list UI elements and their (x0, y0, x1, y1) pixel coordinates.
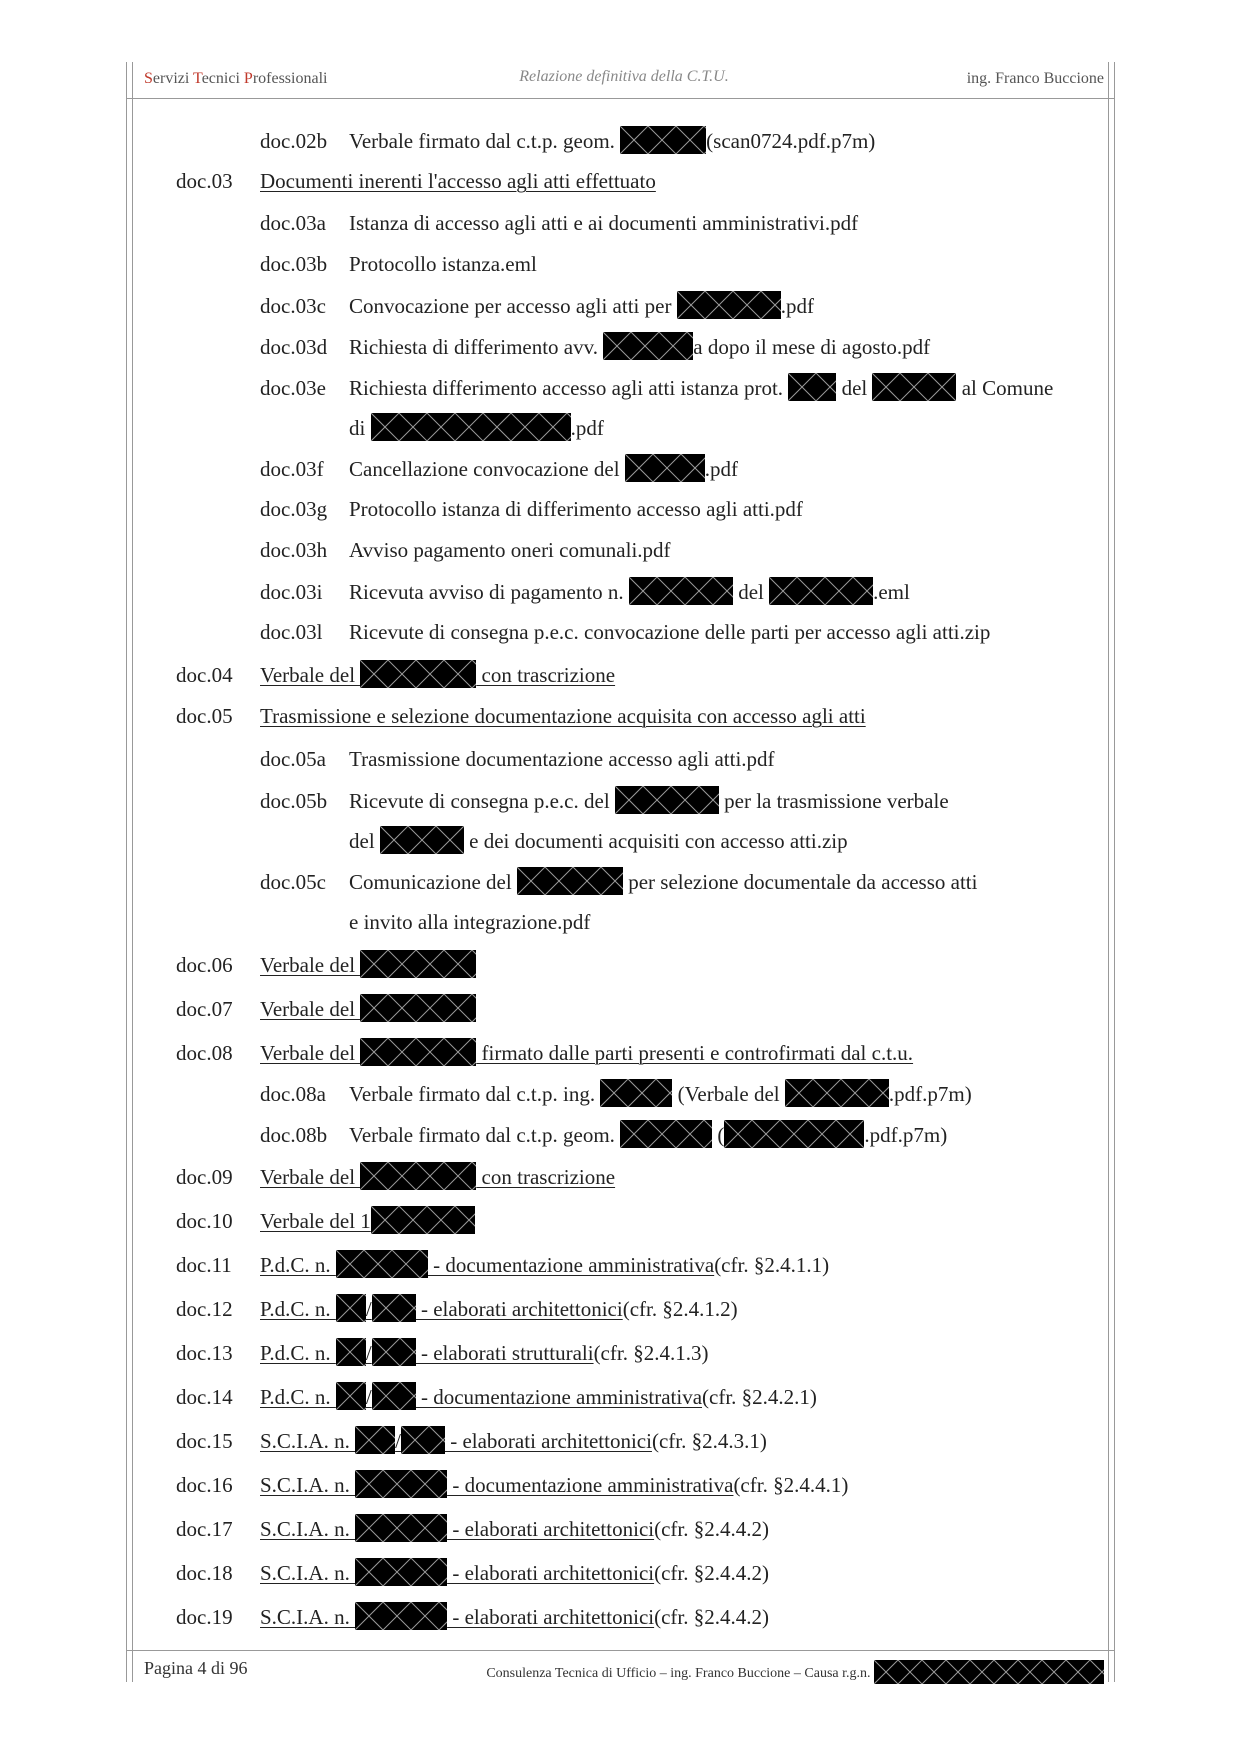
list-item (176, 1602, 769, 1631)
list-item (260, 250, 537, 278)
doc-title: con trascrizione (476, 1165, 616, 1189)
doc-title: firmato dalle parti presenti e controfirmati dal c.t.u. (476, 1041, 914, 1065)
doc-text: Verbale firmato dal c.t.p. ing. (349, 1082, 601, 1106)
doc-title: / (395, 1429, 401, 1453)
doc-title: - elaborati strutturali (415, 1341, 594, 1365)
doc-code: doc.03f (260, 457, 324, 481)
section-reference: (cfr. §2.4.2.1) (702, 1385, 817, 1409)
doc-code: doc.07 (176, 997, 233, 1021)
list-item (176, 1470, 848, 1499)
doc-code: doc.09 (176, 1165, 233, 1189)
header-initial-p: P (243, 70, 253, 87)
doc-code: doc.03h (260, 538, 328, 562)
header-word-servizi: ervizi (152, 70, 194, 87)
doc-title: - documentazione amministrativa (447, 1473, 734, 1497)
doc-title: Verbale del (260, 663, 361, 687)
doc-text: Convocazione per accesso agli atti per (349, 294, 677, 318)
list-item (260, 1120, 947, 1149)
footer-case-info (486, 1660, 1104, 1684)
doc-title: - elaborati architettonici (444, 1429, 652, 1453)
doc-title: - documentazione amministrativa (427, 1253, 715, 1277)
doc-text: Verbale firmato dal c.t.p. geom. (349, 129, 621, 153)
doc-text: ( (712, 1123, 725, 1147)
doc-title: Trasmissione e selezione documentazione acquisita con accesso agli atti (260, 704, 866, 728)
doc-title: S.C.I.A. n. (260, 1517, 356, 1541)
doc-title: Verbale del (260, 997, 361, 1021)
doc-title: Verbale del (260, 1041, 361, 1065)
doc-text: Trasmissione documentazione accesso agli atti.pdf (349, 747, 775, 771)
doc-code: doc.03c (260, 294, 326, 318)
doc-title: P.d.C. n. (260, 1297, 336, 1321)
section-reference: (cfr. §2.4.4.2) (654, 1561, 769, 1585)
doc-text: (Verbale del (672, 1082, 785, 1106)
doc-code: doc.13 (176, 1341, 233, 1365)
doc-title: Verbale del (260, 953, 361, 977)
list-item (176, 1382, 817, 1411)
footer-divider (126, 1650, 1114, 1651)
redaction-block (372, 1338, 416, 1366)
doc-text: .eml (873, 580, 910, 604)
left-border (126, 62, 127, 1682)
list-item (176, 167, 656, 195)
doc-text: e dei documenti acquisiti con accesso atti.zip (463, 829, 848, 853)
list-item (260, 536, 671, 564)
list-item (176, 1206, 475, 1235)
list-item (176, 1338, 708, 1367)
doc-code: doc.03e (260, 376, 326, 400)
list-item (176, 1426, 767, 1455)
doc-text: e invito alla integrazione.pdf (349, 910, 591, 934)
list-item (260, 867, 977, 896)
redaction-block (785, 1079, 889, 1107)
header-initial-t: T (193, 70, 202, 87)
doc-code: doc.06 (176, 953, 233, 977)
section-reference: (cfr. §2.4.4.2) (654, 1605, 769, 1629)
list-item-continuation (349, 908, 590, 936)
redaction-block (600, 1079, 672, 1107)
section-reference: (cfr. §2.4.4.1) (733, 1473, 849, 1497)
header-initial-s: S (144, 70, 153, 87)
list-item (260, 454, 738, 483)
list-item (176, 1162, 615, 1191)
list-item (260, 1079, 972, 1108)
doc-title: P.d.C. n. (260, 1253, 336, 1277)
header-divider (126, 98, 1114, 99)
right-border-inner (1108, 62, 1109, 1682)
list-item (260, 291, 814, 320)
left-border-inner (132, 62, 133, 1682)
redaction-block (872, 373, 956, 401)
doc-code: doc.15 (176, 1429, 233, 1453)
redaction-block (677, 291, 781, 319)
list-item (260, 495, 803, 523)
redaction-block (620, 126, 706, 154)
redaction-block (336, 1250, 428, 1278)
doc-text: Richiesta differimento accesso agli atti istanza prot. (349, 376, 789, 400)
doc-title: - elaborati architettonici (447, 1605, 655, 1629)
redaction-block (336, 1382, 366, 1410)
doc-code: doc.05c (260, 870, 326, 894)
list-item (260, 209, 858, 237)
doc-title: S.C.I.A. n. (260, 1561, 356, 1585)
doc-title: con trascrizione (476, 663, 616, 687)
redaction-block (371, 413, 571, 441)
doc-text: a dopo il mese di agosto.pdf (693, 335, 931, 359)
doc-text: del (836, 376, 873, 400)
doc-text: Ricevute di consegna p.e.c. convocazione delle parti per accesso agli atti.zip (349, 620, 991, 644)
redaction-block (355, 1514, 447, 1542)
doc-title: Documenti inerenti l'accesso agli atti effettuato (260, 169, 656, 193)
list-item (176, 950, 476, 979)
doc-title: S.C.I.A. n. (260, 1473, 356, 1497)
redaction-block (629, 577, 733, 605)
doc-text: Protocollo istanza di differimento accesso agli atti.pdf (349, 497, 803, 521)
doc-title: - documentazione amministrativa (415, 1385, 703, 1409)
doc-text: di (349, 416, 371, 440)
section-reference: (cfr. §2.4.1.3) (593, 1341, 709, 1365)
list-item (176, 1558, 769, 1587)
list-item (260, 373, 1053, 402)
doc-text: per selezione documentale da accesso atti (622, 870, 978, 894)
redaction-block (769, 577, 873, 605)
doc-code: doc.08a (260, 1082, 326, 1106)
doc-code: doc.03l (260, 620, 323, 644)
doc-text: Istanza di accesso agli atti e ai documenti amministrativi.pdf (349, 211, 859, 235)
doc-title: - elaborati architettonici (447, 1517, 655, 1541)
list-item (260, 786, 949, 815)
doc-title: S.C.I.A. n. (260, 1605, 356, 1629)
doc-code: doc.12 (176, 1297, 233, 1321)
doc-code: doc.05b (260, 789, 328, 813)
redaction-block (360, 950, 476, 978)
redaction-block (336, 1338, 366, 1366)
list-item (176, 1294, 738, 1323)
page-number: Pagina 4 di 96 (144, 1658, 248, 1678)
list-item (176, 702, 866, 730)
doc-text: (scan0724.pdf.p7m) (706, 129, 876, 153)
doc-text: Avviso pagamento oneri comunali.pdf (349, 538, 671, 562)
doc-text: del (732, 580, 770, 604)
doc-code: doc.14 (176, 1385, 233, 1409)
doc-title: / (365, 1341, 372, 1365)
redaction-block (371, 1206, 475, 1234)
redaction-block (372, 1382, 416, 1410)
doc-text: .pdf (780, 294, 814, 318)
doc-text: .pdf.p7m) (888, 1082, 972, 1106)
redaction-block (401, 1426, 445, 1454)
doc-code: doc.16 (176, 1473, 233, 1497)
redaction-block (724, 1120, 864, 1148)
doc-text: al Comune (956, 376, 1054, 400)
footer-case-text: Consulenza Tecnica di Ufficio – ing. Franco Buccione – Causa r.g.n. (486, 1666, 874, 1681)
list-item (260, 745, 775, 773)
doc-text: Verbale firmato dal c.t.p. geom. (349, 1123, 621, 1147)
redaction-block (788, 373, 836, 401)
doc-code: doc.11 (176, 1253, 232, 1277)
doc-title: Verbale del (260, 1165, 361, 1189)
doc-text: per la trasmissione verbale (718, 789, 949, 813)
header-word-professionali: rofessionali (252, 70, 328, 87)
redaction-block (355, 1426, 395, 1454)
redaction-block (360, 1162, 476, 1190)
page-footer (144, 1658, 1104, 1682)
doc-code: doc.03a (260, 211, 326, 235)
doc-text: Protocollo istanza.eml (349, 252, 537, 276)
redaction-block (517, 867, 623, 895)
header-author: ing. Franco Buccione (966, 70, 1104, 87)
header-document-title: Relazione definitiva della C.T.U. (519, 68, 729, 85)
redaction-block (355, 1470, 447, 1498)
doc-code: doc.10 (176, 1209, 233, 1233)
doc-code: doc.03b (260, 252, 328, 276)
doc-title: Verbale del 1 (260, 1209, 371, 1233)
doc-title: - elaborati architettonici (447, 1561, 655, 1585)
redaction-block (372, 1294, 416, 1322)
doc-code: doc.05 (176, 704, 233, 728)
redaction-block (360, 660, 476, 688)
doc-title: P.d.C. n. (260, 1341, 336, 1365)
list-item-continuation (349, 826, 848, 855)
list-item (176, 1038, 913, 1067)
doc-text: Comunicazione del (349, 870, 517, 894)
doc-title: / (365, 1297, 372, 1321)
doc-code: doc.08b (260, 1123, 328, 1147)
redaction-block (360, 994, 476, 1022)
list-item (260, 126, 875, 155)
redaction-block (615, 786, 719, 814)
section-reference: (cfr. §2.4.1.2) (622, 1297, 738, 1321)
doc-title: S.C.I.A. n. (260, 1429, 356, 1453)
redaction-block (360, 1038, 476, 1066)
doc-text: Ricevute di consegna p.e.c. del (349, 789, 615, 813)
doc-text: del (349, 829, 380, 853)
doc-code: doc.18 (176, 1561, 233, 1585)
doc-code: doc.05a (260, 747, 326, 771)
redaction-block (355, 1558, 447, 1586)
right-border (1114, 62, 1115, 1682)
redaction-block (380, 826, 464, 854)
list-item (176, 994, 476, 1023)
doc-code: doc.02b (260, 129, 328, 153)
doc-title: P.d.C. n. (260, 1385, 336, 1409)
doc-text: .pdf.p7m) (864, 1123, 948, 1147)
doc-code: doc.03i (260, 580, 323, 604)
doc-text: Cancellazione convocazione del (349, 457, 625, 481)
doc-title: - elaborati architettonici (415, 1297, 623, 1321)
doc-code: doc.04 (176, 663, 233, 687)
header-word-tecnici: ecnici (201, 70, 244, 87)
doc-code: doc.19 (176, 1605, 233, 1629)
redaction-block (603, 332, 693, 360)
doc-code: doc.03g (260, 497, 328, 521)
page-header (144, 70, 1104, 94)
doc-text: .pdf (704, 457, 739, 481)
redaction-block (355, 1602, 447, 1630)
section-reference: (cfr. §2.4.3.1) (651, 1429, 767, 1453)
section-reference: (cfr. §2.4.1.1) (714, 1253, 830, 1277)
list-item-continuation (349, 413, 604, 442)
redaction-block (625, 454, 705, 482)
doc-text: Richiesta di differimento avv. (349, 335, 604, 359)
doc-title: / (365, 1385, 372, 1409)
list-item (260, 618, 990, 646)
section-reference: (cfr. §2.4.4.2) (654, 1517, 769, 1541)
list-item (176, 1250, 829, 1279)
doc-code: doc.03d (260, 335, 328, 359)
list-item (176, 1514, 769, 1543)
redaction-block (874, 1660, 1104, 1684)
doc-code: doc.08 (176, 1041, 233, 1065)
list-item (260, 332, 930, 361)
doc-code: doc.17 (176, 1517, 233, 1541)
list-item (176, 660, 615, 689)
redaction-block (620, 1120, 712, 1148)
doc-text: Ricevuta avviso di pagamento n. (349, 580, 629, 604)
doc-code: doc.03 (176, 169, 233, 193)
list-item (260, 577, 910, 606)
doc-text: .pdf (570, 416, 604, 440)
redaction-block (336, 1294, 366, 1322)
